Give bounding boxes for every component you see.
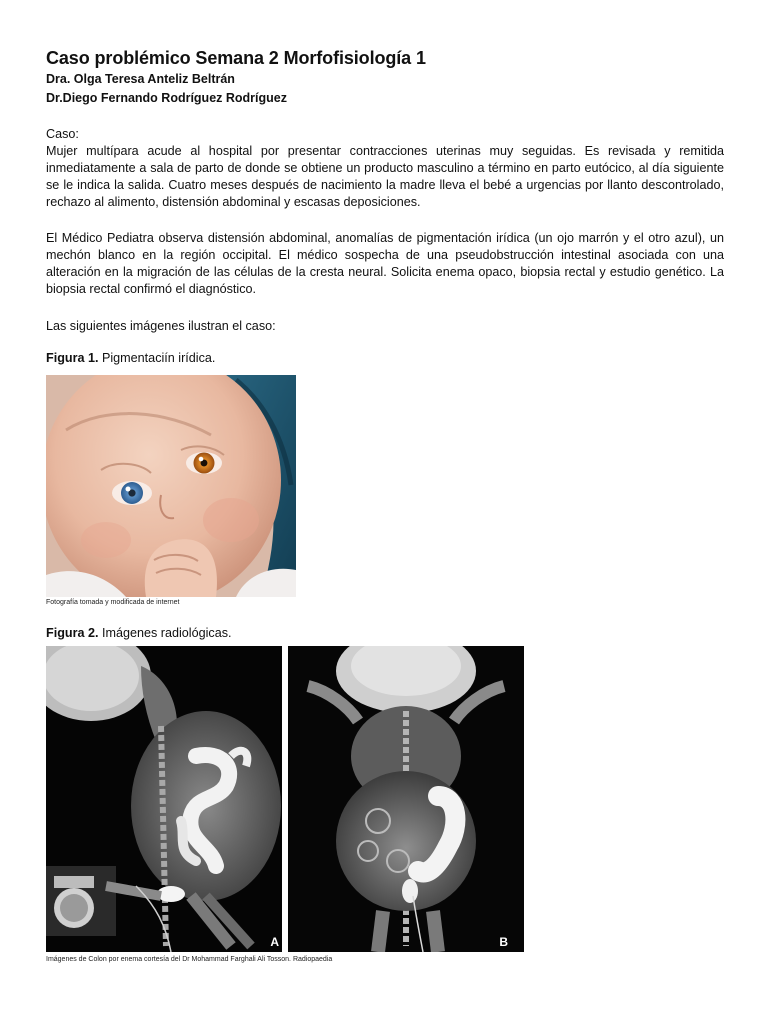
figure-2-label: [46, 626, 232, 640]
figure-2-caption: Imágenes radiológicas.: [101, 626, 232, 640]
figure-1-label: [46, 351, 215, 365]
panel-label-a: A: [270, 935, 279, 949]
case-paragraph-2: El Médico Pediatra observa distensión abdominal, anomalías de pigmentación irídica (un ojo marrón y el otro azul), un mechón blanco en la región occipital. El médico sospecha de una pseudobstrucción intestinal asociada con una alteración en la migración de las células de la cresta neural. Solicita enema opaco, biopsia rectal y estudio genético. La biopsia rectal confirmó el diagnóstico.: [46, 231, 724, 296]
brown-eye-icon: [194, 453, 215, 474]
figure-1-credit: Fotografía tomada y modificada de internet: [46, 599, 180, 606]
document-title: Caso problémico Semana 2 Morfofisiología 1: [46, 48, 426, 68]
figure-2-credit: Imágenes de Colon por enema cortesía del Dr Mohammad Farghali Ali Tosson. Radiopaedia: [46, 956, 333, 963]
case-paragraph-1: Mujer multípara acude al hospital por presentar contracciones uterinas muy seguidas. Es revisada y remitida inmediatamente a sala de parto de donde se obtiene un producto masculino a término en parto eutócico, al día siguiente se le indica la salida. Cuatro meses después de nacimiento la madre lleva el bebé a urgencias por llanto descontrolado, rechazo al alimento, distensión abdominal y escasas deposiciones.: [46, 144, 724, 209]
figure-1-number: Figura 1.: [46, 351, 99, 365]
author-2: Dr.Diego Fernando Rodríguez Rodríguez: [46, 91, 287, 105]
case-paragraph-3: Las siguientes imágenes ilustran el caso:: [46, 319, 276, 333]
blue-eye-icon: [121, 482, 143, 504]
xray-image-b: [288, 646, 524, 952]
author-1: Dra. Olga Teresa Anteliz Beltrán: [46, 72, 235, 86]
figure-2-number: Figura 2.: [46, 626, 99, 640]
baby-photo: [46, 375, 296, 597]
panel-label-b: B: [499, 935, 508, 949]
figure-1-caption: Pigmentaciín irídica.: [101, 351, 216, 365]
xray-image-a: [46, 646, 282, 952]
case-label: Caso:: [46, 127, 79, 141]
